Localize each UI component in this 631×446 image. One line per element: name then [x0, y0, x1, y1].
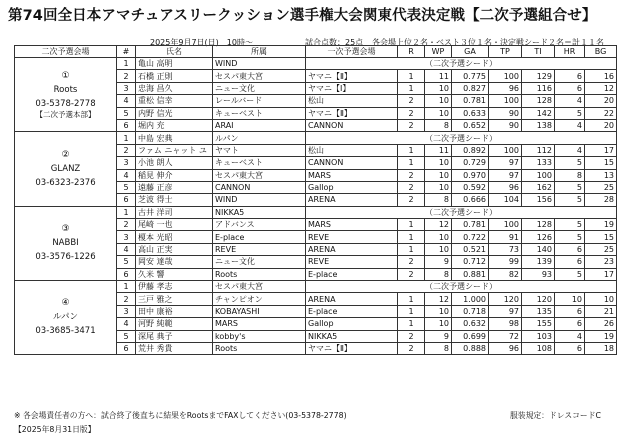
stat-ti: 142: [522, 107, 555, 119]
stat-r: 2: [398, 342, 425, 354]
stat-tp: 90: [489, 119, 522, 131]
player-number: 1: [117, 281, 136, 293]
player-name: 深尾 典子: [136, 330, 213, 342]
seed-label: （二次予選シード）: [306, 206, 617, 218]
player-name: 伊藤 孝志: [136, 281, 213, 293]
first-round-venue: 松山: [306, 95, 398, 107]
venue-number: ④: [61, 298, 70, 309]
stat-r: 1: [398, 144, 425, 156]
stat-tp: 90: [489, 107, 522, 119]
header-bg: BG: [585, 46, 617, 58]
stat-tp: 120: [489, 293, 522, 305]
player-row: [15, 206, 617, 218]
first-round-venue: 松山: [306, 144, 398, 156]
venue-name: GLANZ: [50, 163, 81, 174]
stat-r: 1: [398, 318, 425, 330]
seed-label: （二次予選シード）: [306, 58, 617, 70]
stat-ti: 108: [522, 342, 555, 354]
player-club: kobby's: [213, 330, 306, 342]
stat-bg: 18: [585, 342, 617, 354]
player-number: 3: [117, 157, 136, 169]
first-round-venue: ヤマニ【Ⅱ】: [306, 342, 398, 354]
stat-bg: 21: [585, 305, 617, 317]
venue-cell: [15, 132, 117, 206]
stat-wp: 10: [425, 181, 452, 193]
stat-ti: 112: [522, 144, 555, 156]
venue-name: Roots: [53, 84, 78, 95]
venue-phone: 03-3576-1226: [35, 251, 96, 262]
stat-r: 1: [398, 231, 425, 243]
stat-hr: 8: [555, 169, 585, 181]
player-club: WIND: [213, 58, 306, 70]
stat-ga: 0.521: [452, 243, 489, 255]
stat-r: 1: [398, 293, 425, 305]
player-name: 芝波 得士: [136, 194, 213, 206]
stat-tp: 99: [489, 256, 522, 268]
first-round-venue: ARENA: [306, 194, 398, 206]
player-club: MARS: [213, 318, 306, 330]
stat-ga: 0.722: [452, 231, 489, 243]
stat-wp: 10: [425, 82, 452, 94]
venue-number: ①: [61, 70, 70, 81]
venue-cell: [15, 206, 117, 280]
header-ti: TI: [522, 46, 555, 58]
player-name: 稲見 伸介: [136, 169, 213, 181]
player-name: 亀山 高明: [136, 58, 213, 70]
stat-wp: 11: [425, 70, 452, 82]
stat-ti: 155: [522, 318, 555, 330]
stat-hr: 6: [555, 305, 585, 317]
stat-bg: 16: [585, 70, 617, 82]
stat-r: 2: [398, 194, 425, 206]
first-round-venue: E-place: [306, 305, 398, 317]
stat-r: 1: [398, 82, 425, 94]
stat-hr: 4: [555, 95, 585, 107]
header-tp: TP: [489, 46, 522, 58]
first-round-venue: ARENA: [306, 243, 398, 255]
player-club: ヤマト: [213, 144, 306, 156]
player-name: 中島 宏典: [136, 132, 213, 144]
player-number: 1: [117, 206, 136, 218]
stat-ga: 0.729: [452, 157, 489, 169]
player-club: REVE: [213, 243, 306, 255]
first-round-venue: Gallop: [306, 181, 398, 193]
stat-hr: 6: [555, 256, 585, 268]
stat-ga: 0.633: [452, 107, 489, 119]
stat-ti: 129: [522, 70, 555, 82]
player-club: ARAI: [213, 119, 306, 131]
stat-wp: 10: [425, 318, 452, 330]
header-wp: WP: [425, 46, 452, 58]
player-name: 三戸 雅之: [136, 293, 213, 305]
player-club: ニュー文化: [213, 256, 306, 268]
player-club: ルパン: [213, 132, 306, 144]
player-number: 2: [117, 70, 136, 82]
stat-r: 1: [398, 305, 425, 317]
stat-wp: 8: [425, 194, 452, 206]
stat-bg: 28: [585, 194, 617, 206]
stat-ti: 128: [522, 219, 555, 231]
stat-bg: 23: [585, 256, 617, 268]
player-number: 3: [117, 305, 136, 317]
stat-hr: 10: [555, 293, 585, 305]
stat-bg: 22: [585, 107, 617, 119]
match-points: 試合点数：25点: [305, 38, 364, 47]
player-club: チャンピオン: [213, 293, 306, 305]
stat-wp: 12: [425, 219, 452, 231]
stat-ga: 1.000: [452, 293, 489, 305]
player-name: 石橋 正則: [136, 70, 213, 82]
stat-tp: 73: [489, 243, 522, 255]
stat-bg: 19: [585, 330, 617, 342]
first-round-venue: CANNON: [306, 157, 398, 169]
first-round-venue: Gallop: [306, 318, 398, 330]
stat-ga: 0.718: [452, 305, 489, 317]
stat-ti: 156: [522, 194, 555, 206]
player-name: 小池 朗人: [136, 157, 213, 169]
player-number: 5: [117, 181, 136, 193]
first-round-venue: MARS: [306, 169, 398, 181]
header-name: 氏名: [136, 46, 213, 58]
stat-tp: 100: [489, 144, 522, 156]
stat-ga: 0.632: [452, 318, 489, 330]
player-club: セスパ東大宮: [213, 70, 306, 82]
stat-wp: 10: [425, 231, 452, 243]
stat-ga: 0.781: [452, 219, 489, 231]
stat-bg: 20: [585, 119, 617, 131]
stat-r: 2: [398, 330, 425, 342]
stat-bg: 25: [585, 243, 617, 255]
stat-wp: 11: [425, 144, 452, 156]
stat-ti: 133: [522, 157, 555, 169]
stat-bg: 15: [585, 157, 617, 169]
player-name: 荒井 秀貴: [136, 342, 213, 354]
stat-bg: 26: [585, 318, 617, 330]
player-number: 6: [117, 194, 136, 206]
stat-hr: 5: [555, 219, 585, 231]
dress-code: 服装規定：ドレスコードC: [510, 411, 601, 420]
player-number: 4: [117, 243, 136, 255]
stat-ti: 135: [522, 305, 555, 317]
player-number: 2: [117, 144, 136, 156]
player-number: 5: [117, 330, 136, 342]
stat-hr: 4: [555, 144, 585, 156]
stat-tp: 97: [489, 169, 522, 181]
player-number: 3: [117, 82, 136, 94]
stat-tp: 97: [489, 305, 522, 317]
first-round-venue: E-place: [306, 268, 398, 280]
stat-bg: 19: [585, 219, 617, 231]
stat-wp: 10: [425, 157, 452, 169]
stat-ga: 0.666: [452, 194, 489, 206]
player-club: セスパ東大宮: [213, 281, 306, 293]
stat-r: 2: [398, 268, 425, 280]
stat-wp: 10: [425, 169, 452, 181]
player-name: 尾崎 一也: [136, 219, 213, 231]
player-number: 5: [117, 107, 136, 119]
first-round-venue: ヤマニ【Ⅱ】: [306, 107, 398, 119]
stat-hr: 6: [555, 82, 585, 94]
first-round-venue: ヤマニ【Ⅰ】: [306, 82, 398, 94]
player-row: [15, 281, 617, 293]
player-club: E-place: [213, 231, 306, 243]
header-club: 所属: [213, 46, 306, 58]
stat-ti: 140: [522, 243, 555, 255]
venue-phone: 03-3685-3471: [35, 326, 96, 337]
stat-ti: 100: [522, 169, 555, 181]
player-club: Roots: [213, 342, 306, 354]
player-number: 4: [117, 169, 136, 181]
venue-name: ルパン: [53, 312, 78, 323]
stat-hr: 5: [555, 231, 585, 243]
stat-ti: 138: [522, 119, 555, 131]
first-round-venue: NIKKA5: [306, 330, 398, 342]
stat-ti: 93: [522, 268, 555, 280]
player-row: [15, 58, 617, 70]
player-name: 田中 康裕: [136, 305, 213, 317]
first-round-venue: ヤマニ【Ⅱ】: [306, 70, 398, 82]
header-r: R: [398, 46, 425, 58]
stat-r: 2: [398, 169, 425, 181]
player-club: CANNON: [213, 181, 306, 193]
stat-bg: 10: [585, 293, 617, 305]
player-row: [15, 132, 617, 144]
player-number: 1: [117, 132, 136, 144]
stat-ga: 0.888: [452, 342, 489, 354]
footer-note: ※ 各会場責任者の方へ：試合終了後直ちに結果をRootsまでFAXしてください(03-5378-2778): [14, 411, 347, 420]
stat-tp: 91: [489, 231, 522, 243]
stat-ti: 120: [522, 293, 555, 305]
venue-note: 【二次予選本部】: [35, 109, 96, 119]
stat-ti: 116: [522, 82, 555, 94]
stat-wp: 8: [425, 342, 452, 354]
player-number: 6: [117, 268, 136, 280]
stat-ti: 126: [522, 231, 555, 243]
stat-tp: 72: [489, 330, 522, 342]
first-round-venue: ARENA: [306, 293, 398, 305]
venue-number: ③: [61, 223, 70, 234]
stat-hr: 5: [555, 181, 585, 193]
player-name: 高山 正実: [136, 243, 213, 255]
stat-tp: 98: [489, 318, 522, 330]
seed-label: （二次予選シード）: [306, 281, 617, 293]
stat-bg: 13: [585, 169, 617, 181]
stat-hr: 6: [555, 342, 585, 354]
qualification-rules: 各会場上位２名・ベスト３位１名・決定戦シード２名＝計１１名: [372, 38, 604, 47]
stat-bg: 25: [585, 181, 617, 193]
player-name: 忠海 昌久: [136, 82, 213, 94]
player-club: KOBAYASHI: [213, 305, 306, 317]
header-row: [15, 46, 617, 58]
player-club: キューベスト: [213, 107, 306, 119]
stat-hr: 5: [555, 194, 585, 206]
player-name: 河野 純範: [136, 318, 213, 330]
player-number: 6: [117, 119, 136, 131]
stat-ga: 0.781: [452, 95, 489, 107]
stat-r: 1: [398, 243, 425, 255]
player-name: 古井 洋司: [136, 206, 213, 218]
venue-number: ②: [61, 149, 70, 160]
stat-ga: 0.592: [452, 181, 489, 193]
stat-ga: 0.892: [452, 144, 489, 156]
player-club: セスパ東大宮: [213, 169, 306, 181]
player-name: 内野 信光: [136, 107, 213, 119]
player-name: 遠藤 正彦: [136, 181, 213, 193]
first-round-venue: REVE: [306, 231, 398, 243]
player-club: レールバード: [213, 95, 306, 107]
stat-tp: 100: [489, 70, 522, 82]
player-name: 榎本 光昭: [136, 231, 213, 243]
page-title: 第74回全日本アマチュアスリークッション選手権大会関東代表決定戦【二次予選組合せ】: [8, 8, 597, 24]
stat-wp: 9: [425, 256, 452, 268]
draw-table: [14, 45, 617, 355]
player-number: 6: [117, 342, 136, 354]
stat-ga: 0.827: [452, 82, 489, 94]
player-number: 2: [117, 293, 136, 305]
stat-wp: 9: [425, 330, 452, 342]
stat-hr: 5: [555, 157, 585, 169]
stat-bg: 12: [585, 82, 617, 94]
seed-label: （二次予選シード）: [306, 132, 617, 144]
first-round-venue: MARS: [306, 219, 398, 231]
stat-ga: 0.712: [452, 256, 489, 268]
header-venue: 二次予選会場: [15, 46, 117, 58]
player-name: ファム ニャット ユ: [136, 144, 213, 156]
stat-wp: 8: [425, 119, 452, 131]
stat-wp: 12: [425, 293, 452, 305]
stat-r: 1: [398, 70, 425, 82]
player-club: NIKKA5: [213, 206, 306, 218]
stat-tp: 96: [489, 342, 522, 354]
stat-hr: 4: [555, 330, 585, 342]
venue-phone: 03-5378-2778: [35, 98, 96, 109]
stat-tp: 97: [489, 157, 522, 169]
player-club: キューベスト: [213, 157, 306, 169]
stat-wp: 10: [425, 305, 452, 317]
player-club: Roots: [213, 268, 306, 280]
venue-name: NABBI: [52, 237, 79, 248]
player-number: 4: [117, 95, 136, 107]
first-round-venue: CANNON: [306, 119, 398, 131]
stat-tp: 104: [489, 194, 522, 206]
player-name: 久米 響: [136, 268, 213, 280]
stat-ga: 0.970: [452, 169, 489, 181]
stat-hr: 6: [555, 243, 585, 255]
stat-r: 2: [398, 95, 425, 107]
stat-wp: 8: [425, 268, 452, 280]
venue-cell: [15, 58, 117, 132]
stat-ti: 162: [522, 181, 555, 193]
stat-r: 1: [398, 157, 425, 169]
player-number: 4: [117, 318, 136, 330]
player-club: WIND: [213, 194, 306, 206]
stat-hr: 6: [555, 318, 585, 330]
stat-wp: 10: [425, 95, 452, 107]
stat-ti: 139: [522, 256, 555, 268]
stat-ga: 0.699: [452, 330, 489, 342]
player-number: 2: [117, 219, 136, 231]
stat-ga: 0.652: [452, 119, 489, 131]
player-number: 5: [117, 256, 136, 268]
stat-hr: 5: [555, 107, 585, 119]
stat-hr: 4: [555, 119, 585, 131]
header-first-venue: 一次予選会場: [306, 46, 398, 58]
stat-bg: 20: [585, 95, 617, 107]
stat-bg: 15: [585, 231, 617, 243]
player-name: 堀内 充: [136, 119, 213, 131]
first-round-venue: REVE: [306, 256, 398, 268]
stat-r: 2: [398, 181, 425, 193]
stat-r: 2: [398, 107, 425, 119]
revision-date: 【2025年8月31日版】: [14, 425, 96, 434]
stat-wp: 10: [425, 107, 452, 119]
stat-tp: 100: [489, 95, 522, 107]
stat-ti: 103: [522, 330, 555, 342]
stat-bg: 17: [585, 144, 617, 156]
player-club: アドバンス: [213, 219, 306, 231]
player-name: 岡安 達哉: [136, 256, 213, 268]
stat-bg: 17: [585, 268, 617, 280]
stat-r: 1: [398, 219, 425, 231]
stat-tp: 96: [489, 82, 522, 94]
stat-wp: 10: [425, 243, 452, 255]
stat-hr: 6: [555, 70, 585, 82]
venue-cell: [15, 281, 117, 355]
stat-r: 2: [398, 256, 425, 268]
header-ga: GA: [452, 46, 489, 58]
stat-ga: 0.775: [452, 70, 489, 82]
stat-tp: 82: [489, 268, 522, 280]
stat-tp: 100: [489, 219, 522, 231]
stat-ti: 128: [522, 95, 555, 107]
player-club: ニュー文化: [213, 82, 306, 94]
stat-hr: 5: [555, 268, 585, 280]
venue-phone: 03-6323-2376: [35, 177, 96, 188]
player-number: 3: [117, 231, 136, 243]
event-date: 2025年9月7日(日) 10時～: [150, 38, 253, 47]
player-number: 1: [117, 58, 136, 70]
stat-ga: 0.881: [452, 268, 489, 280]
player-name: 重松 信幸: [136, 95, 213, 107]
stat-tp: 96: [489, 181, 522, 193]
header-hr: HR: [555, 46, 585, 58]
stat-r: 2: [398, 119, 425, 131]
header-num: #: [117, 46, 136, 58]
